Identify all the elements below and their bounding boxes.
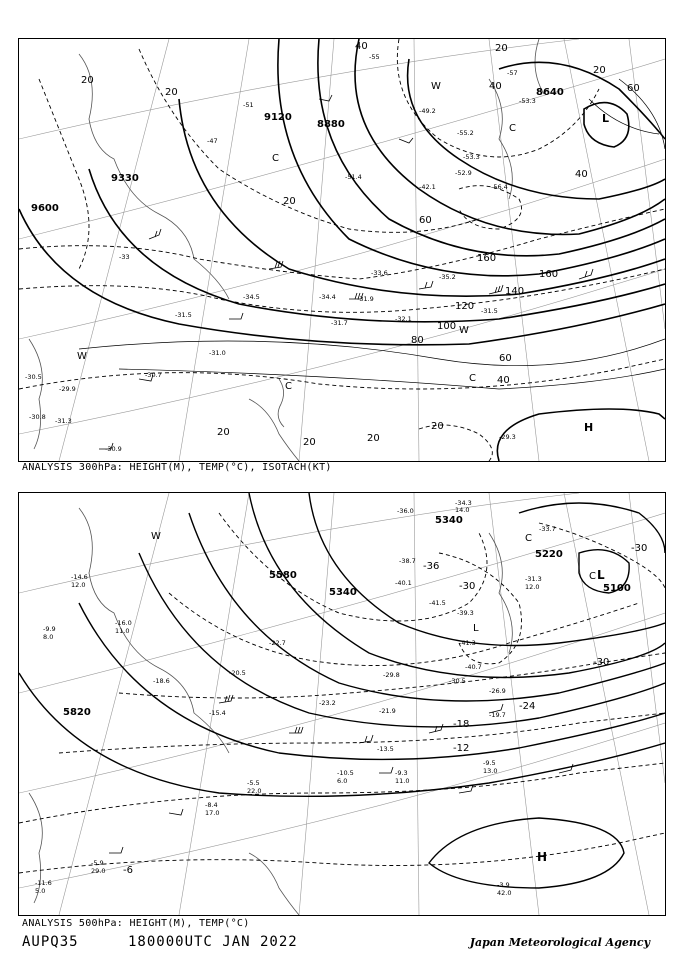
height-label: 5220: [535, 549, 563, 560]
station-value: -14.6: [71, 573, 88, 581]
station-value: -33.7: [539, 525, 556, 533]
station-value: -22.7: [269, 639, 286, 647]
station-value: 8.0: [43, 633, 54, 641]
temp-value: -51.4: [345, 173, 362, 181]
isotach-label: 140: [505, 286, 525, 297]
map-300hpa-svg: [19, 39, 665, 461]
station-value: -10.5: [337, 769, 354, 777]
station-value: -41.3: [459, 639, 476, 647]
height-label: 9120: [264, 112, 292, 123]
warm-center-label: W: [459, 325, 469, 336]
height-label: 5820: [63, 707, 91, 718]
temp-value: -49.2: [419, 107, 436, 115]
caption-300hpa: ANALYSIS 300hPa: HEIGHT(M), TEMP(°C), ISOTACH(KT): [22, 462, 332, 473]
chart-code: AUPQ35: [22, 934, 79, 950]
temp-value: -55: [369, 53, 380, 61]
station-value: 14.0: [455, 506, 470, 514]
cold-center-label: C: [589, 571, 596, 582]
cold-center-label: C: [469, 373, 476, 384]
cold-center-label: C: [272, 153, 279, 164]
station-value: -5.9: [91, 859, 104, 867]
low-center-label: L: [602, 112, 610, 125]
isotherm-label: -6: [123, 865, 133, 876]
station-value: 42.0: [497, 889, 512, 897]
isotach-label: 40: [575, 169, 588, 180]
temp-value: -31.9: [357, 295, 374, 303]
station-value: -18.6: [153, 677, 170, 685]
caption-500hpa: ANALYSIS 500hPa: HEIGHT(M), TEMP(°C): [22, 918, 250, 929]
isotherm-label: -36: [423, 561, 440, 572]
station-value: -3.9: [497, 881, 510, 889]
cold-center-label: C: [285, 381, 292, 392]
isotach-label: 120: [455, 301, 475, 312]
height-label: 5100: [603, 583, 631, 594]
temp-value: -30.9: [105, 445, 122, 453]
station-value: 11.0: [395, 777, 410, 785]
low-center-label: L: [473, 623, 479, 634]
station-value: -9.5: [483, 759, 496, 767]
temp-value: -31.3: [55, 417, 72, 425]
temp-value: -53.3: [463, 153, 480, 161]
station-value: -21.9: [379, 707, 396, 715]
station-value: -39.3: [457, 609, 474, 617]
station-value: -13.5: [377, 745, 394, 753]
isotherm-label: -30: [631, 543, 648, 554]
map-panel-500hpa: [18, 492, 666, 916]
temp-value: -29.9: [59, 385, 76, 393]
temp-value: -42.1: [419, 183, 436, 191]
station-value: -30.5: [449, 677, 466, 685]
isotach-label: 160: [477, 253, 497, 264]
temp-value: -53.3: [519, 97, 536, 105]
isotach-label: 20: [217, 427, 230, 438]
isotach-label: 20: [165, 87, 178, 98]
temp-value: -55.2: [457, 129, 474, 137]
temp-value: -47: [207, 137, 218, 145]
wind-barbs: [99, 95, 593, 449]
station-value: 11.0: [115, 627, 130, 635]
isotach-label: 60: [627, 83, 640, 94]
isotach-label: 160: [539, 269, 559, 280]
warm-center-label: W: [431, 81, 441, 92]
cold-center-label: C: [509, 123, 516, 134]
temp-value: -34.5: [243, 293, 260, 301]
temp-value: -52.9: [455, 169, 472, 177]
temp-value: -31.7: [331, 319, 348, 327]
temp-value: -31.5: [481, 307, 498, 315]
station-value: 6.0: [337, 777, 348, 785]
agency-name: Japan Meteorological Agency: [469, 936, 650, 949]
station-value: -29.8: [383, 671, 400, 679]
station-value: -40.7: [465, 663, 482, 671]
station-value: -9.9: [43, 625, 56, 633]
isotach-label: 20: [593, 65, 606, 76]
station-value: -20.5: [229, 669, 246, 677]
cold-center-label: C: [525, 533, 532, 544]
isotach-label: 100: [437, 321, 457, 332]
temp-value: -30.7: [145, 371, 162, 379]
station-value: 12.0: [71, 581, 86, 589]
height-label: 9330: [111, 173, 139, 184]
graticule: [19, 39, 665, 461]
temp-value: -51: [243, 101, 254, 109]
isotherms: [19, 513, 665, 873]
isotach-label: 40: [497, 375, 510, 386]
station-value: -38.7: [399, 557, 416, 565]
isotherm-label: -30: [593, 657, 610, 668]
height-label: 9600: [31, 203, 59, 214]
isotach-label: 20: [367, 433, 380, 444]
isotach-label: 40: [355, 41, 368, 52]
isotherm-label: -12: [453, 743, 470, 754]
temp-value: -29.3: [499, 433, 516, 441]
map-panel-300hpa: [18, 38, 666, 462]
station-value: -34.3: [455, 499, 472, 507]
station-value: -26.9: [489, 687, 506, 695]
station-value: -8.4: [205, 801, 218, 809]
station-value: 29.0: [91, 867, 106, 875]
station-value: -16.0: [115, 619, 132, 627]
map-500hpa-svg: [19, 493, 665, 915]
isotach-label: 40: [489, 81, 502, 92]
temp-value: -30.5: [25, 373, 42, 381]
temp-value: -32.1: [395, 315, 412, 323]
isotherm-label: -24: [519, 701, 536, 712]
station-value: -23.2: [319, 699, 336, 707]
station-value: -15.4: [209, 709, 226, 717]
isotach-label: 60: [419, 215, 432, 226]
height-contours: [19, 39, 665, 461]
isotach-label: 60: [499, 353, 512, 364]
isotherms: [19, 39, 665, 461]
station-value: -36.0: [397, 507, 414, 515]
warm-center-label: W: [77, 351, 87, 362]
station-value: -11.6: [35, 879, 52, 887]
isotach-label: 20: [81, 75, 94, 86]
analysis-datetime: 180000UTC JAN 2022: [128, 934, 298, 950]
station-value: -40.1: [395, 579, 412, 587]
isotach-label: 20: [283, 196, 296, 207]
temp-value: -30.8: [29, 413, 46, 421]
temp-value: -57: [507, 69, 518, 77]
temp-value: -34.4: [319, 293, 336, 301]
height-label: 5580: [269, 570, 297, 581]
temp-value: -33: [119, 253, 130, 261]
height-label: 8880: [317, 119, 345, 130]
isotherm-label: -18: [453, 719, 470, 730]
high-center-label: H: [584, 421, 594, 434]
station-value: 5.0: [35, 887, 46, 895]
station-value: 12.0: [525, 583, 540, 591]
isotach-label: 20: [495, 43, 508, 54]
station-value: 22.0: [247, 787, 262, 795]
station-value: -9.3: [395, 769, 408, 777]
station-value: 17.0: [205, 809, 220, 817]
height-label: 5340: [329, 587, 357, 598]
temp-value: -56.4: [491, 183, 508, 191]
temp-value: -31.0: [209, 349, 226, 357]
height-label: 8640: [536, 87, 564, 98]
station-value: -19.7: [489, 711, 506, 719]
temp-value: -35.2: [439, 273, 456, 281]
graticule: [19, 493, 665, 915]
isotach-label: 20: [303, 437, 316, 448]
station-value: 13.0: [483, 767, 498, 775]
temp-value: -33.6: [371, 269, 388, 277]
isotach-label: 80: [411, 335, 424, 346]
temp-value: -31.5: [175, 311, 192, 319]
isotherm-label: -30: [459, 581, 476, 592]
low-center-label: L: [597, 568, 605, 582]
height-label: 5340: [435, 515, 463, 526]
station-value: -41.5: [429, 599, 446, 607]
high-center-label: H: [537, 850, 548, 864]
station-value: -5.5: [247, 779, 260, 787]
warm-center-label: W: [151, 531, 161, 542]
station-value: -31.3: [525, 575, 542, 583]
height-contours: [19, 493, 665, 888]
isotach-label: 20: [431, 421, 444, 432]
